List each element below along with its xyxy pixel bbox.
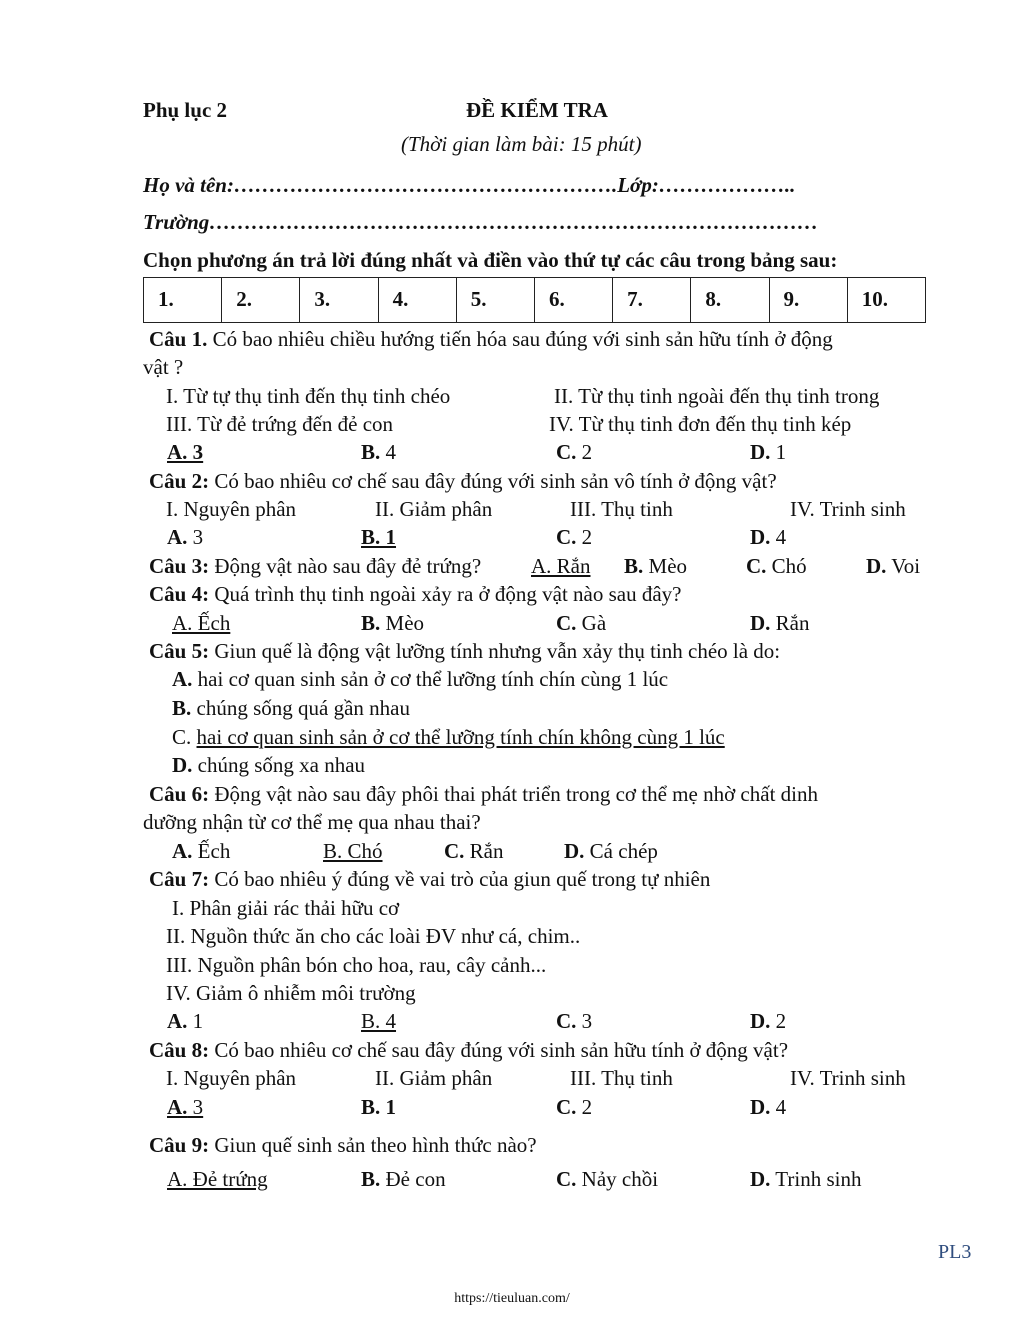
question-6-text: Động vật nào sau đây phôi thai phát triển trong cơ thể mẹ nhờ chất dinh xyxy=(209,782,818,806)
q8-option-b[interactable]: B. 1 xyxy=(361,1095,397,1119)
question-7-label: Câu 7: xyxy=(149,867,210,891)
q5-option-a[interactable]: A. hai cơ quan sinh sản ở cơ thể lưỡng tính chín cùng 1 lúc xyxy=(172,667,669,691)
q5-option-b[interactable]: B. chúng sống quá gần nhau xyxy=(172,696,410,720)
question-8 xyxy=(149,1038,788,1063)
question-3-label: Câu 3: xyxy=(149,554,210,578)
question-3-text: Động vật nào sau đây đẻ trứng? xyxy=(209,554,482,578)
q3-option-d[interactable]: D. Voi xyxy=(866,554,921,578)
question-9-text: Giun quế sinh sản theo hình thức nào? xyxy=(209,1133,537,1157)
q8-statement-3: III. Thụ tinh xyxy=(570,1066,673,1090)
q1-option-c[interactable]: C. 2 xyxy=(556,440,593,464)
q2-statement-1: I. Nguyên phân xyxy=(166,497,297,521)
q2-option-b[interactable]: B. 1 xyxy=(361,525,397,549)
school-line: Trường…………………………………………………………………………… xyxy=(143,210,819,234)
answer-cell-7[interactable]: 7. xyxy=(613,278,691,323)
q2-option-d[interactable]: D. 4 xyxy=(750,525,787,549)
question-8-label: Câu 8: xyxy=(149,1038,210,1062)
q7-option-a[interactable]: A. 1 xyxy=(167,1009,204,1033)
question-7-text: Có bao nhiêu ý đúng về vai trò của giun quế trong tự nhiên xyxy=(209,867,711,891)
q6-option-a[interactable]: A. Ếch xyxy=(172,839,231,863)
question-8-text: Có bao nhiêu cơ chế sau đây đúng với sinh sản hữu tính ở động vật? xyxy=(209,1038,789,1062)
q7-statement-2: II. Nguồn thức ăn cho các loài ĐV như cá, chim.. xyxy=(166,924,581,948)
question-4 xyxy=(149,582,682,607)
instruction: Chọn phương án trả lời đúng nhất và điền vào thứ tự các câu trong bảng sau: xyxy=(143,248,838,272)
question-6 xyxy=(149,782,818,807)
q6-option-c[interactable]: C. Rắn xyxy=(444,839,504,863)
q7-statement-3: III. Nguồn phân bón cho hoa, rau, cây cảnh... xyxy=(166,953,547,977)
time-limit: (Thời gian làm bài: 15 phút) xyxy=(401,132,642,156)
page-title: ĐỀ KIỂM TRA xyxy=(466,98,608,122)
q7-statement-1: I. Phân giải rác thải hữu cơ xyxy=(172,896,400,920)
answer-cell-6[interactable]: 6. xyxy=(534,278,612,323)
q8-statement-4: IV. Trinh sinh xyxy=(790,1066,906,1090)
q4-option-b[interactable]: B. Mèo xyxy=(361,611,425,635)
q2-statement-4: IV. Trinh sinh xyxy=(790,497,906,521)
q9-option-c[interactable]: C. Nảy chồi xyxy=(556,1167,659,1191)
q5-option-c[interactable]: C. hai cơ quan sinh sản ở cơ thể lưỡng tính chín không cùng 1 lúc xyxy=(172,725,725,749)
question-4-label: Câu 4: xyxy=(149,582,210,606)
q8-statement-1: I. Nguyên phân xyxy=(166,1066,297,1090)
appendix-label: Phụ lục 2 xyxy=(143,98,228,122)
question-1 xyxy=(149,327,833,352)
q7-option-b[interactable]: B. 4 xyxy=(361,1009,397,1033)
question-6-text-cont: dưỡng nhận từ cơ thể mẹ qua nhau thai? xyxy=(143,810,481,834)
question-9-label: Câu 9: xyxy=(149,1133,210,1157)
q3-option-b[interactable]: B. Mèo xyxy=(624,554,688,578)
q4-option-c[interactable]: C. Gà xyxy=(556,611,607,635)
q1-statement-3: III. Từ đẻ trứng đến đẻ con xyxy=(166,412,394,436)
question-1-text-cont: vật ? xyxy=(143,355,184,379)
q3-option-a[interactable]: A. Rắn xyxy=(531,554,591,578)
q9-option-b[interactable]: B. Đẻ con xyxy=(361,1167,446,1191)
q7-option-c[interactable]: C. 3 xyxy=(556,1009,593,1033)
q6-option-d[interactable]: D. Cá chép xyxy=(564,839,658,863)
q8-option-d[interactable]: D. 4 xyxy=(750,1095,787,1119)
question-4-text: Quá trình thụ tinh ngoài xảy ra ở động vật nào sau đây? xyxy=(209,582,682,606)
footer-url[interactable]: https://tieuluan.com/ xyxy=(454,1291,570,1306)
answer-cell-10[interactable]: 10. xyxy=(847,278,925,323)
q9-option-d[interactable]: D. Trinh sinh xyxy=(750,1167,862,1191)
answer-cell-1[interactable]: 1. xyxy=(144,278,222,323)
q1-statement-4: IV. Từ thụ tinh đơn đến thụ tinh kép xyxy=(549,412,852,436)
page-label: PL3 xyxy=(938,1241,972,1263)
question-5-label: Câu 5: xyxy=(149,639,210,663)
answer-cell-4[interactable]: 4. xyxy=(378,278,456,323)
q5-option-d[interactable]: D. chúng sống xa nhau xyxy=(172,753,366,777)
q7-statement-4: IV. Giảm ô nhiễm môi trường xyxy=(166,981,416,1005)
answer-cell-8[interactable]: 8. xyxy=(691,278,769,323)
q8-statement-2: II. Giảm phân xyxy=(375,1066,493,1090)
answer-table xyxy=(143,277,926,323)
question-5 xyxy=(149,639,780,664)
q3-option-c[interactable]: C. Chó xyxy=(746,554,807,578)
q8-option-c[interactable]: C. 2 xyxy=(556,1095,593,1119)
answer-cell-3[interactable]: 3. xyxy=(300,278,378,323)
question-5-text: Giun quế là động vật lưỡng tính nhưng vẫn xảy thụ tinh chéo là do: xyxy=(209,639,781,663)
q2-option-c[interactable]: C. 2 xyxy=(556,525,593,549)
answer-cell-5[interactable]: 5. xyxy=(456,278,534,323)
question-2-label: Câu 2: xyxy=(149,469,210,493)
q2-statement-3: III. Thụ tinh xyxy=(570,497,673,521)
answer-cell-9[interactable]: 9. xyxy=(769,278,847,323)
q8-option-a[interactable]: A. 3 xyxy=(167,1095,204,1119)
question-1-label: Câu 1. xyxy=(149,327,208,351)
question-2 xyxy=(149,469,777,494)
q1-option-a[interactable]: A. 3 xyxy=(167,440,204,464)
answer-cell-2[interactable]: 2. xyxy=(222,278,300,323)
q2-statement-2: II. Giảm phân xyxy=(375,497,493,521)
q7-option-d[interactable]: D. 2 xyxy=(750,1009,787,1033)
question-1-text: Có bao nhiêu chiều hướng tiến hóa sau đúng với sinh sản hữu tính ở động xyxy=(207,327,833,351)
q1-statement-1: I. Từ tự thụ tinh đến thụ tinh chéo xyxy=(166,384,451,408)
question-7 xyxy=(149,867,710,892)
question-3 xyxy=(149,554,481,579)
q9-option-a[interactable]: A. Đẻ trứng xyxy=(167,1167,268,1191)
q1-option-b[interactable]: B. 4 xyxy=(361,440,397,464)
q1-statement-2: II. Từ thụ tinh ngoài đến thụ tinh trong xyxy=(554,384,880,408)
q1-option-d[interactable]: D. 1 xyxy=(750,440,787,464)
q2-option-a[interactable]: A. 3 xyxy=(167,525,204,549)
question-2-text: Có bao nhiêu cơ chế sau đây đúng với sinh sản vô tính ở động vật? xyxy=(209,469,777,493)
name-class-line: Họ và tên:……………………………………………….Lớp:……………….. xyxy=(143,173,796,197)
q4-option-d[interactable]: D. Rắn xyxy=(750,611,810,635)
question-6-label: Câu 6: xyxy=(149,782,210,806)
question-9 xyxy=(149,1133,537,1158)
q4-option-a[interactable]: A. Ếch xyxy=(172,611,231,635)
q6-option-b[interactable]: B. Chó xyxy=(323,839,383,863)
